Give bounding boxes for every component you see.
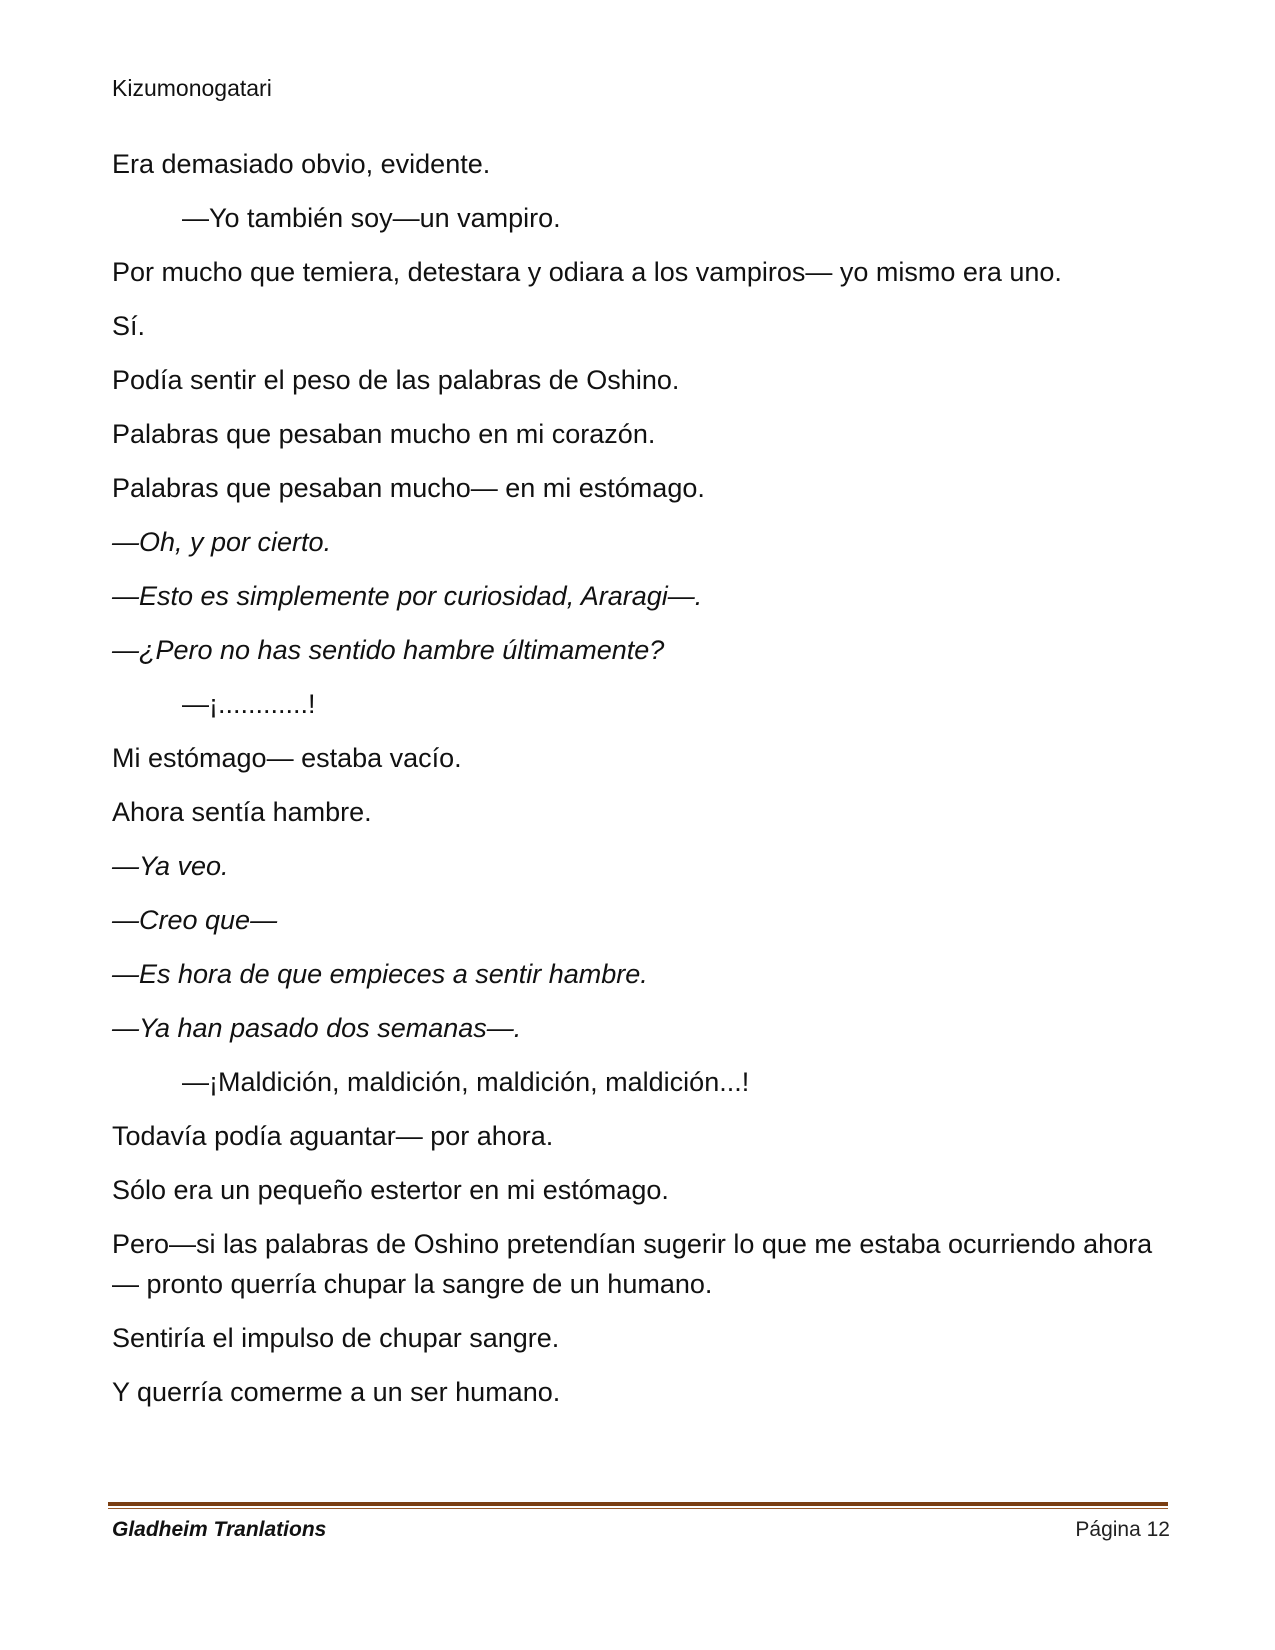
- paragraph: —Creo que—: [112, 905, 278, 935]
- paragraph: Ahora sentía hambre.: [112, 797, 372, 827]
- paragraph: —¿Pero no has sentido hambre últimamente?: [112, 635, 665, 665]
- paragraph: —Oh, y por cierto.: [112, 527, 332, 557]
- paragraph: Todavía podía aguantar— por ahora.: [112, 1121, 554, 1151]
- paragraph: —¡............!: [182, 689, 316, 719]
- paragraph: —Yo también soy—un vampiro.: [182, 203, 561, 233]
- paragraph: Sentiría el impulso de chupar sangre.: [112, 1323, 560, 1353]
- body-text: [112, 144, 1172, 1426]
- paragraph: Era demasiado obvio, evidente.: [112, 149, 491, 179]
- running-header: Kizumonogatari: [112, 75, 272, 101]
- footer-divider-thin: [108, 1508, 1168, 1509]
- paragraph: Por mucho que temiera, detestara y odiara a los vampiros— yo mismo era uno.: [112, 257, 1062, 287]
- paragraph: Palabras que pesaban mucho— en mi estómago.: [112, 473, 705, 503]
- paragraph: —Ya veo.: [112, 851, 229, 881]
- paragraph: Y querría comerme a un ser humano.: [112, 1377, 561, 1407]
- footer-publisher: Gladheim Tranlations: [112, 1518, 327, 1541]
- paragraph: —Esto es simplemente por curiosidad, Araragi—.: [112, 581, 703, 611]
- paragraph: Podía sentir el peso de las palabras de Oshino.: [112, 365, 680, 395]
- paragraph: Mi estómago— estaba vacío.: [112, 743, 462, 773]
- paragraph: —Es hora de que empieces a sentir hambre.: [112, 959, 648, 989]
- footer-divider: [108, 1502, 1168, 1510]
- paragraph: Pero—si las palabras de Oshino pretendían sugerir lo que me estaba ocurriendo ahora— pronto querría chupar la sangre de un humano.: [112, 1229, 1153, 1299]
- paragraph: —¡Maldición, maldición, maldición, maldición...!: [182, 1067, 750, 1097]
- paragraph: Palabras que pesaban mucho en mi corazón.: [112, 419, 656, 449]
- page-number: Página 12: [1075, 1518, 1170, 1541]
- paragraph: Sí.: [112, 311, 146, 341]
- paragraph: —Ya han pasado dos semanas—.: [112, 1013, 522, 1043]
- paragraph: Sólo era un pequeño estertor en mi estómago.: [112, 1175, 669, 1205]
- footer-divider-thick: [108, 1502, 1168, 1506]
